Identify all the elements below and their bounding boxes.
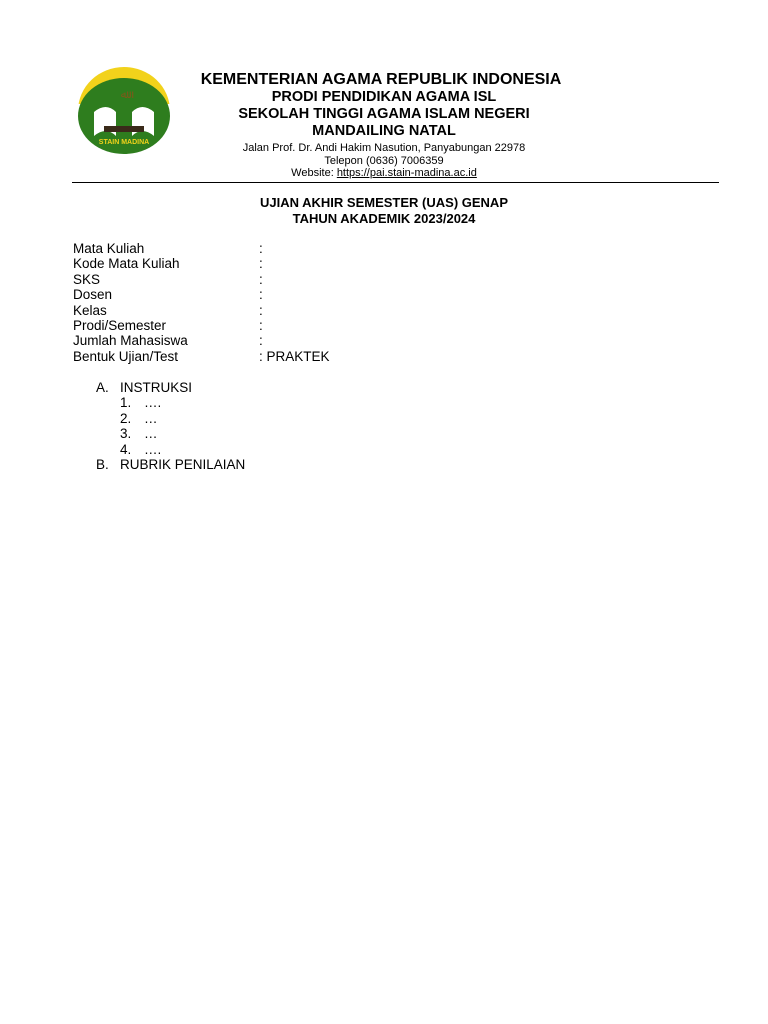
- exam-title: UJIAN AKHIR SEMESTER (UAS) GENAP: [260, 195, 508, 210]
- list-text: …: [144, 410, 158, 426]
- field-label: SKS: [73, 271, 101, 287]
- list-item: [120, 426, 245, 441]
- academic-year: TAHUN AKADEMIK 2023/2024: [292, 210, 476, 226]
- section-marker: A.: [96, 380, 109, 395]
- letterhead: [160, 71, 608, 180]
- field-value: :: [259, 256, 263, 272]
- section-title: INSTRUKSI: [120, 380, 193, 395]
- website-label: Website:: [291, 167, 334, 179]
- list-number: 2.: [120, 410, 132, 426]
- website-line: [160, 167, 608, 180]
- field-row: [73, 256, 330, 271]
- field-value: :: [259, 317, 263, 333]
- field-value: :: [259, 287, 263, 303]
- field-value: :: [259, 333, 263, 349]
- prodi-name: PRODI PENDIDIKAN AGAMA ISL: [271, 89, 497, 105]
- section-b: [96, 457, 245, 472]
- list-item: [120, 411, 245, 426]
- list-item: [120, 442, 245, 457]
- field-label: Kelas: [73, 302, 107, 318]
- ministry-name: KEMENTERIAN AGAMA REPUBLIK INDONESIA: [200, 71, 562, 88]
- field-label: Bentuk Ujian/Test: [73, 348, 179, 364]
- field-row: [73, 349, 330, 364]
- website-link[interactable]: https://pai.stain-madina.ac.id: [336, 167, 477, 179]
- field-value: :: [259, 271, 263, 287]
- field-row: [73, 333, 330, 348]
- field-row: [73, 287, 330, 302]
- list-number: 4.: [120, 441, 132, 457]
- calligraphy-mark: ﷲ: [120, 88, 128, 101]
- exam-heading: [0, 195, 768, 226]
- phone: Telepon (0636) 7006359: [324, 154, 444, 167]
- exam-sections: [96, 380, 245, 472]
- section-a: [96, 380, 245, 395]
- field-label: Dosen: [73, 287, 113, 303]
- list-text: ….: [144, 441, 162, 457]
- field-row: [73, 272, 330, 287]
- list-number: 1.: [120, 395, 132, 411]
- field-label: Kode Mata Kuliah: [73, 256, 180, 272]
- field-label: Mata Kuliah: [73, 241, 145, 256]
- logo-text: STAIN MADINA: [98, 139, 150, 146]
- field-value: :: [259, 241, 263, 256]
- field-row: [73, 318, 330, 333]
- field-row: [73, 241, 330, 256]
- address: Jalan Prof. Dr. Andi Hakim Nasution, Panyabungan 22978: [242, 142, 526, 154]
- school-name: SEKOLAH TINGGI AGAMA ISLAM NEGERI: [238, 106, 530, 122]
- field-label: Jumlah Mahasiswa: [73, 333, 188, 349]
- section-marker: B.: [96, 457, 109, 473]
- field-value: :: [259, 302, 263, 318]
- header-divider: [72, 182, 719, 183]
- instruction-list: [120, 395, 245, 457]
- list-number: 3.: [120, 426, 132, 442]
- list-item: [120, 395, 245, 410]
- field-row: [73, 303, 330, 318]
- field-value: : PRAKTEK: [259, 348, 330, 364]
- region-name: MANDAILING NATAL: [312, 123, 456, 139]
- list-text: ….: [144, 395, 162, 411]
- exam-info-fields: [73, 241, 330, 364]
- field-label: Prodi/Semester: [73, 317, 167, 333]
- section-title: RUBRIK PENILAIAN: [120, 457, 246, 473]
- list-text: …: [144, 426, 158, 442]
